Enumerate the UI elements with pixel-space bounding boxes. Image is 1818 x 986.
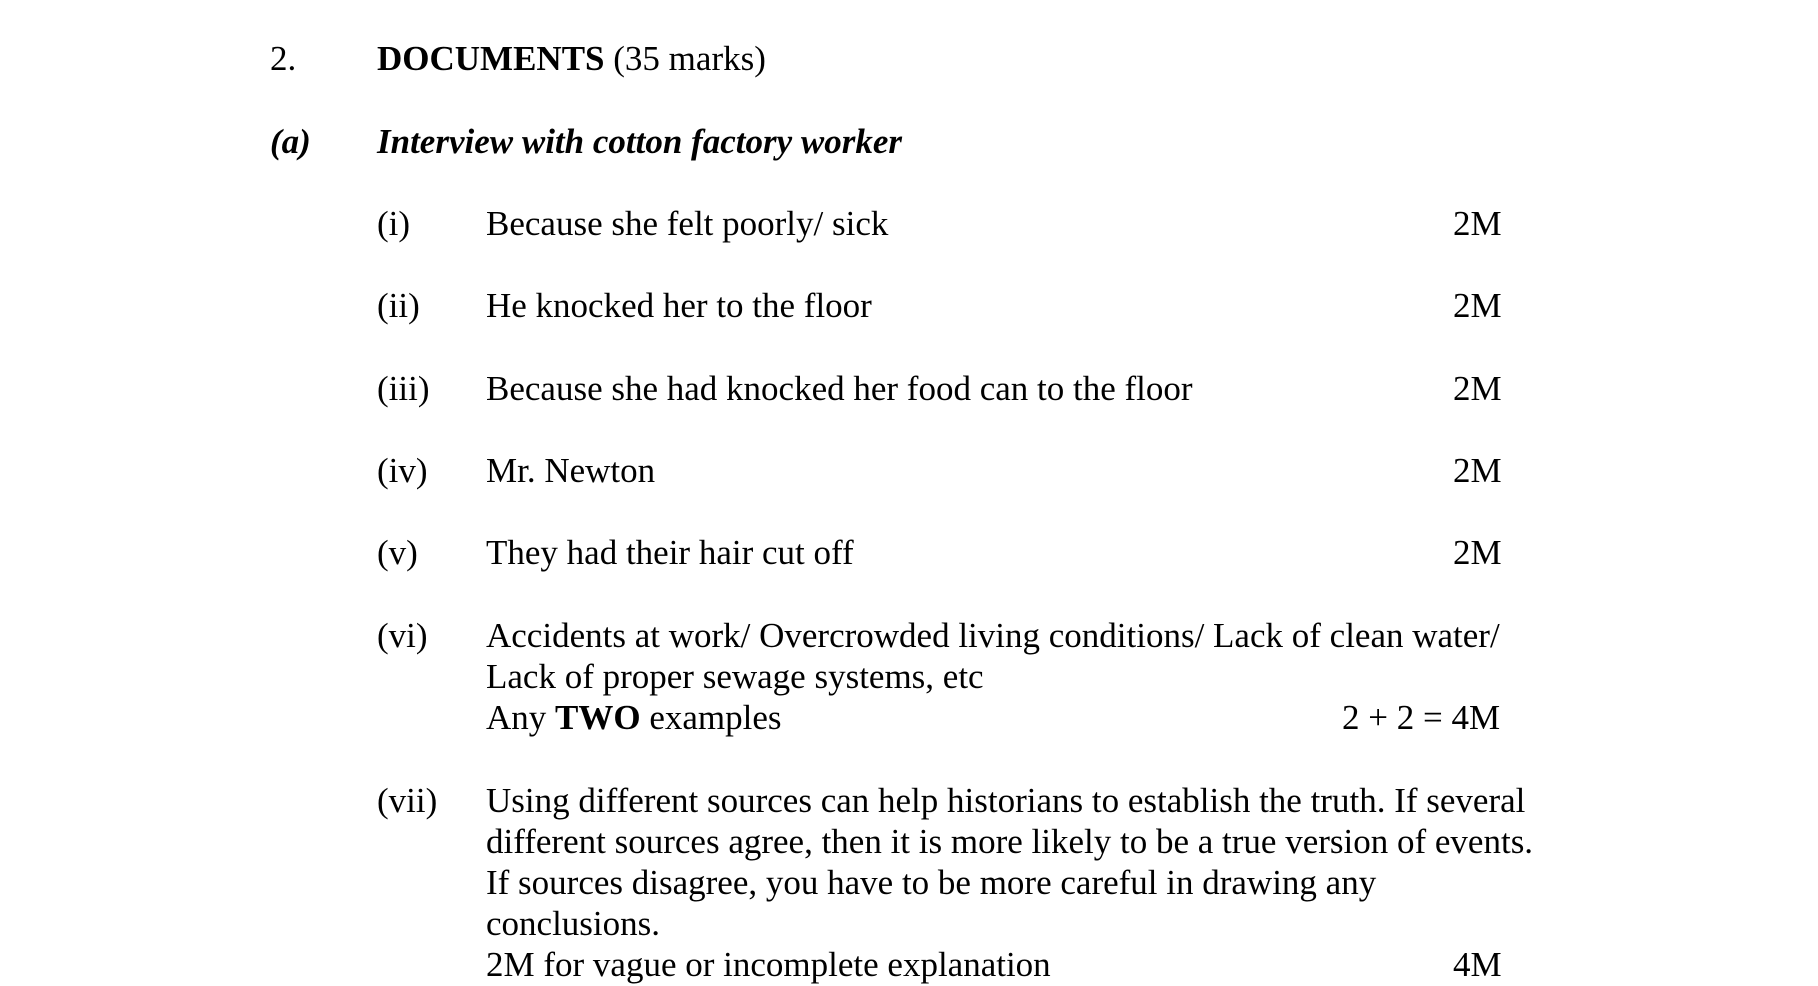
item-note bbox=[486, 697, 782, 738]
item-number: (ii) bbox=[377, 286, 420, 325]
section-heading bbox=[377, 38, 766, 79]
item-note-suffix: examples bbox=[640, 698, 782, 737]
item-number: (vii) bbox=[377, 781, 438, 820]
item-mark: 2M bbox=[1453, 204, 1502, 243]
item-note-bold: TWO bbox=[555, 698, 641, 737]
item-number: (i) bbox=[377, 204, 411, 243]
item-number: (vi) bbox=[377, 616, 428, 655]
item-answer-line: Accidents at work/ Overcrowded living conditions/ Lack of clean water/ bbox=[486, 616, 1500, 655]
item-answer: He knocked her to the floor bbox=[486, 286, 872, 325]
item-mark: 2M bbox=[1453, 286, 1502, 325]
item-mark: 2M bbox=[1453, 451, 1502, 490]
item-answer-line: conclusions. bbox=[486, 904, 661, 943]
item-mark: 2M bbox=[1453, 533, 1502, 572]
item-mark: 2M bbox=[1453, 369, 1502, 408]
item-answer: Because she felt poorly/ sick bbox=[486, 204, 889, 243]
item-answer: Mr. Newton bbox=[486, 451, 656, 490]
section-number: 2. bbox=[270, 39, 297, 78]
item-number: (v) bbox=[377, 533, 418, 572]
item-answer-line: Lack of proper sewage systems, etc bbox=[486, 657, 984, 696]
item-number: (iv) bbox=[377, 451, 428, 490]
item-answer-line: Using different sources can help historians to establish the truth. If several bbox=[486, 781, 1526, 820]
item-mark: 4M bbox=[1453, 945, 1502, 984]
item-answer-line: different sources agree, then it is more likely to be a true version of events. bbox=[486, 822, 1534, 861]
item-answer: Because she had knocked her food can to the floor bbox=[486, 369, 1193, 408]
part-title: Interview with cotton factory worker bbox=[377, 122, 902, 161]
section-title: DOCUMENTS bbox=[377, 39, 605, 78]
item-answer-line: 2M for vague or incomplete explanation bbox=[486, 945, 1051, 984]
item-number: (iii) bbox=[377, 369, 430, 408]
part-label: (a) bbox=[270, 122, 311, 161]
section-marks: (35 marks) bbox=[613, 39, 766, 78]
item-note-prefix: Any bbox=[486, 698, 556, 737]
item-answer-line: If sources disagree, you have to be more careful in drawing any bbox=[486, 863, 1377, 902]
item-mark: 2 + 2 = 4M bbox=[1342, 698, 1501, 737]
item-answer: They had their hair cut off bbox=[486, 533, 854, 572]
